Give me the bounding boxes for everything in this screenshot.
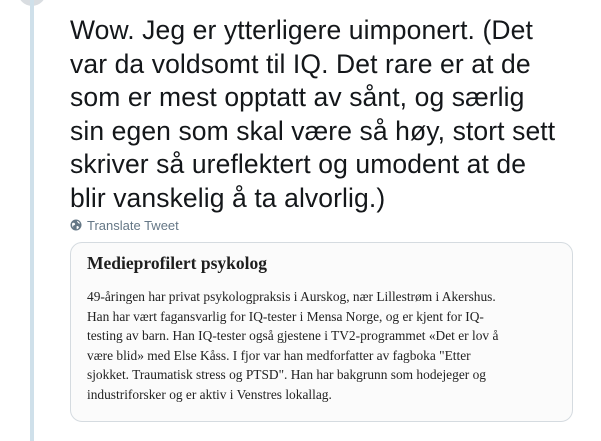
globe-icon [70, 219, 82, 231]
tweet-text-line: Wow. Jeg er ytterligere uimponert. (Det [70, 15, 533, 45]
card-body-line: testing av barn. Han IQ-tester også gjestene i TV2-programmet «Det er lov å [87, 328, 499, 343]
translate-tweet-label[interactable]: Translate Tweet [87, 217, 179, 233]
tweet-text-line: skriver så ureflektert og umodent at de [70, 149, 527, 179]
tweet-text [70, 14, 590, 215]
tweet-text-line: sin egen som skal være så høy, stort sett [70, 115, 556, 146]
card-body-line: Han har vært fagansvarlig for IQ-tester i Mensa Norge, og er kjent for IQ- [87, 308, 484, 324]
card-body-line: være blid» med Else Kåss. I fjor var han medforfatter av fagboka "Etter [87, 347, 471, 363]
tweet-text-line: som er mest opptatt av sånt, og særlig [70, 82, 525, 112]
tweet-text-line: blir vanskelig å ta alvorlig.) [70, 182, 386, 213]
card-body-line: sjokket. Traumatisk stress og PTSD". Han har bakgrunn som hodejeger og [87, 367, 486, 382]
quoted-article-card[interactable] [70, 242, 573, 422]
translate-tweet-link[interactable] [70, 216, 179, 234]
card-body [87, 287, 563, 404]
thread-connector-line [30, 0, 34, 441]
card-body-line: industriforsker og er aktiv i Venstres lokallag. [87, 386, 332, 402]
card-title: Medieprofilert psykolog [87, 253, 268, 273]
tweet-text-line: var da voldsomt til IQ. Det rare er at de [70, 48, 531, 79]
card-body-line: 49-åringen har privat psykologpraksis i Aurskog, nær Lillestrøm i Akershus. [87, 289, 496, 304]
